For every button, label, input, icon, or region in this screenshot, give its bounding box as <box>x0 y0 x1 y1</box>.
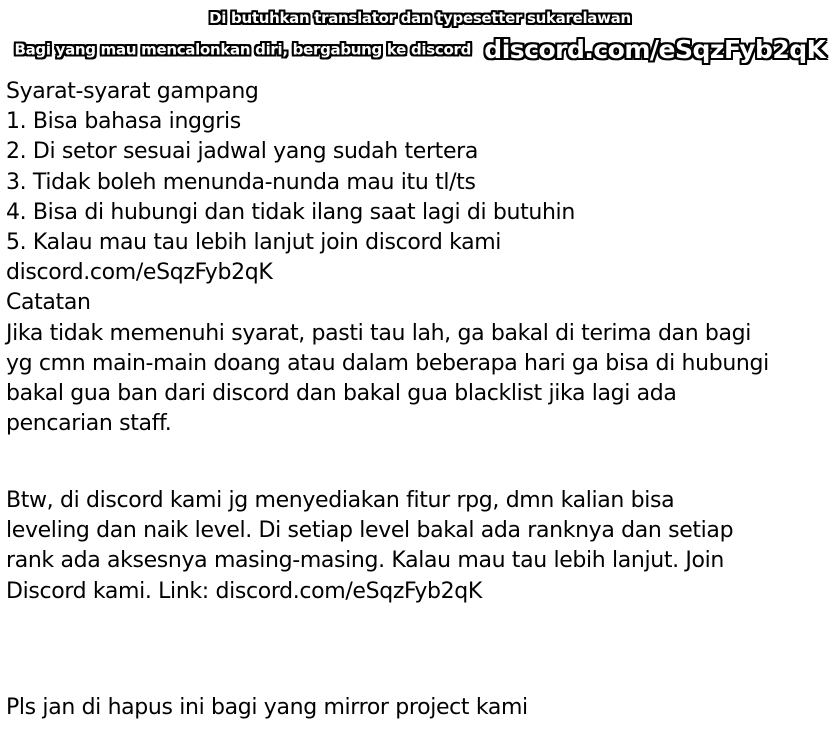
invite-text: Bagi yang mau mencalonkan diri, bergabung ke discord <box>14 40 472 59</box>
requirements-line: bakal gua ban dari discord dan bakal gua blacklist jika lagi ada <box>6 381 677 407</box>
rpg-note-line: Btw, di discord kami jg menyediakan fitur rpg, dmn kalian bisa <box>6 488 675 513</box>
requirements-line: 3. Tidak boleh menunda-nunda mau itu tl/ts <box>6 169 476 195</box>
discord-invite-link[interactable]: discord.com/eSqzFyb2qK <box>484 34 826 64</box>
recruitment-text: Di butuhkan translator dan typesetter sukarelawan <box>209 9 631 27</box>
requirements-line: 4. Bisa di hubungi dan tidak ilang saat lagi di butuhin <box>6 199 575 225</box>
mirror-note-text: Pls jan di hapus ini bagi yang mirror project kami <box>6 695 528 720</box>
requirements-line: Jika tidak memenuhi syarat, pasti tau lah, ga bakal di terima dan bagi <box>6 320 752 346</box>
requirements-line: yg cmn main-main doang atau dalam beberapa hari ga bisa di hubungi <box>6 350 769 376</box>
requirements-line: 2. Di setor sesuai jadwal yang sudah tertera <box>6 139 478 165</box>
requirements-line: Catatan <box>6 290 91 316</box>
requirements-section <box>6 77 836 439</box>
rpg-feature-note <box>6 486 836 607</box>
requirements-line: Syarat-syarat gampang <box>6 79 259 104</box>
discord-invite-banner <box>0 34 840 65</box>
rpg-note-line: Discord kami. Link: discord.com/eSqzFyb2qK <box>6 578 482 604</box>
requirements-line: 5. Kalau mau tau lebih lanjut join discord kami <box>6 230 502 256</box>
requirements-line: 1. Bisa bahasa inggris <box>6 109 241 135</box>
requirements-line: pencarian staff. <box>6 411 172 437</box>
rpg-note-line: rank ada aksesnya masing-masing. Kalau mau tau lebih lanjut. Join <box>6 548 725 574</box>
requirements-line: discord.com/eSqzFyb2qK <box>6 260 273 286</box>
recruitment-banner <box>0 8 840 28</box>
mirror-note <box>6 693 836 723</box>
rpg-note-line: leveling dan naik level. Di setiap level bakal ada ranknya dan setiap <box>6 518 734 544</box>
